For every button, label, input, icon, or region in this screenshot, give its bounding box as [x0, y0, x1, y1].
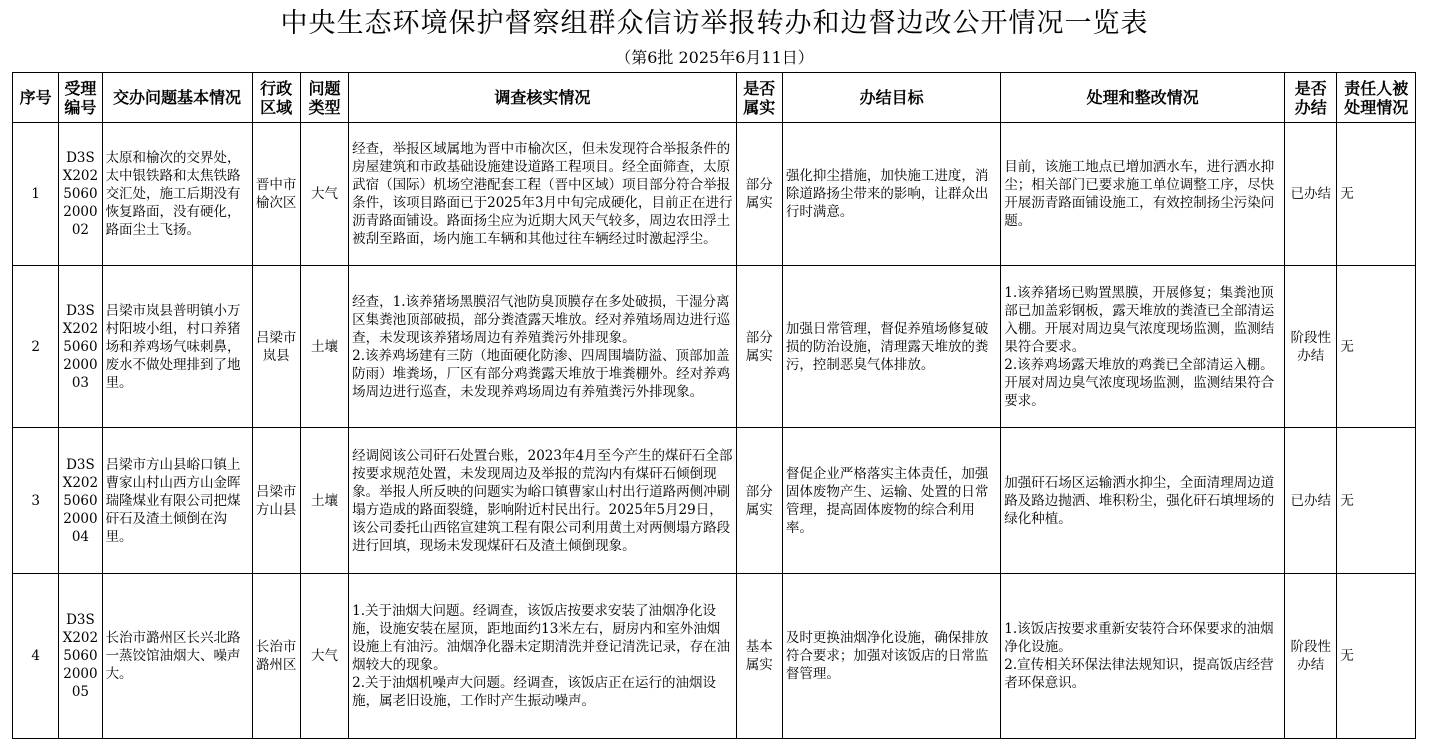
cell-seq: 1: [13, 123, 59, 266]
cell-seq: 4: [13, 574, 59, 739]
header-accountability: 责任人被处理情况: [1337, 73, 1416, 123]
cell-investigation: 1.关于油烟大问题。经调查，该饭店按要求安装了油烟净化设施，设施安装在屋顶，距地面约13米左右，厨房内和室外油烟设施上有油污。油烟净化器未定期清洗并登记清洗记录，存在油烟较大的现象。 2.关于油烟机噪声大问题。经调查，该饭店正在运行的油烟设施，属老旧设施，工作时产生振动噪声。: [349, 574, 736, 739]
cell-verified: 部分属实: [736, 123, 782, 266]
cell-seq: 2: [13, 266, 59, 428]
cell-type: 大气: [300, 123, 348, 266]
cell-rectification: 1.该饭店按要求重新安装符合环保要求的油烟净化设施。 2.宣传相关环保法律法规知识，提高饭店经营者环保意识。: [1001, 574, 1285, 739]
page-subtitle: （第6批 2025年6月11日）: [615, 48, 814, 67]
cell-accountability: 无: [1337, 428, 1416, 574]
header-verified: 是否属实: [736, 73, 782, 123]
cell-id: D3SX2025060200004: [59, 428, 102, 574]
cell-investigation: 经查，举报区域属地为晋中市榆次区，但未发现符合举报条件的房屋建筑和市政基础设施建设道路工程项目。经全面筛查，太原武宿（国际）机场空港配套工程（晋中区域）项目部分符合举报条件，该项目路面已于2025年3月中旬完成硬化，目前正在进行沥青路面铺设。路面扬尘应为近期大风天气较多，周边农田浮土被刮至路面，场内施工车辆和其他过往车辆经过时激起浮尘。: [349, 123, 736, 266]
cell-region: 长治市潞州区: [252, 574, 300, 739]
cell-goal: 强化抑尘措施，加快施工进度，消除道路扬尘带来的影响，让群众出行时满意。: [782, 123, 1000, 266]
cell-closed: 已办结: [1285, 123, 1337, 266]
cell-accountability: 无: [1337, 123, 1416, 266]
cell-rectification: 目前，该施工地点已增加洒水车，进行洒水抑尘；相关部门已要求施工单位调整工序，尽快开展沥青路面铺设施工，有效控制扬尘污染问题。: [1001, 123, 1285, 266]
cell-region: 吕梁市方山县: [252, 428, 300, 574]
cell-accountability: 无: [1337, 266, 1416, 428]
cell-verified: 基本属实: [736, 574, 782, 739]
table-row: [13, 574, 1416, 739]
cell-verified: 部分属实: [736, 428, 782, 574]
cell-investigation: 经调阅该公司矸石处置台账，2023年4月至今产生的煤矸石全部按要求规范处置，未发现周边及举报的荒沟内有煤矸石倾倒现象。举报人所反映的问题实为峪口镇曹家山村出行道路两侧冲刷塌方造成的路面裂缝，影响附近村民出行。2025年5月29日，该公司委托山西铭宣建筑工程有限公司利用黄土对两侧塌方路段进行回填，现场未发现煤矸石及渣土倾倒现象。: [349, 428, 736, 574]
table-row: [13, 123, 1416, 266]
cell-investigation: 经查，1.该养猪场黑膜沼气池防臭顶膜存在多处破损，干湿分离区集粪池顶部破损，部分粪渣露天堆放。经对养殖场周边进行巡查，未发现该养猪场周边有养殖粪污外排现象。 2.该养鸡场建有三防（地面硬化防渗、四周围墙防溢、顶部加盖防雨）堆粪场，厂区有部分鸡粪露天堆放于堆粪棚外。经对养鸡场周边进行巡查，未发现养鸡场周边有养殖粪污外排现象。: [349, 266, 736, 428]
cell-problem: 长治市潞州区长兴北路一蒸饺馆油烟大、噪声大。: [102, 574, 252, 739]
header-region: 行政区域: [252, 73, 300, 123]
table-header-row: [13, 73, 1416, 123]
header-problem: 交办问题基本情况: [102, 73, 252, 123]
table-row: [13, 428, 1416, 574]
cell-goal: 督促企业严格落实主体责任，加强固体废物产生、运输、处置的日常管理，提高固体废物的综合利用率。: [782, 428, 1000, 574]
cell-id: D3SX2025060200002: [59, 123, 102, 266]
cell-id: D3SX2025060200005: [59, 574, 102, 739]
cell-rectification: 加强矸石场区运输洒水抑尘，全面清理周边道路及路边抛洒、堆积粉尘，强化矸石填埋场的绿化种植。: [1001, 428, 1285, 574]
cell-closed: 阶段性办结: [1285, 266, 1337, 428]
cell-closed: 阶段性办结: [1285, 574, 1337, 739]
cell-goal: 及时更换油烟净化设施，确保排放符合要求；加强对该饭店的日常监督管理。: [782, 574, 1000, 739]
cell-rectification: 1.该养猪场已购置黑膜，开展修复；集粪池顶部已加盖彩钢板，露天堆放的粪渣已全部清运入棚。开展对周边臭气浓度现场监测，监测结果符合要求。 2.该养鸡场露天堆放的鸡粪已全部清运入棚。开展对周边臭气浓度现场监测，监测结果符合要求。: [1001, 266, 1285, 428]
header-id: 受理编号: [59, 73, 102, 123]
cell-type: 土壤: [300, 428, 348, 574]
petition-table: [12, 72, 1416, 739]
cell-type: 大气: [300, 574, 348, 739]
cell-problem: 吕梁市方山县峪口镇上曹家山村山西方山金晖瑞隆煤业有限公司把煤矸石及渣土倾倒在沟里。: [102, 428, 252, 574]
cell-region: 晋中市榆次区: [252, 123, 300, 266]
header-rectification: 处理和整改情况: [1001, 73, 1285, 123]
header-seq: 序号: [13, 73, 59, 123]
cell-type: 土壤: [300, 266, 348, 428]
cell-closed: 已办结: [1285, 428, 1337, 574]
cell-seq: 3: [13, 428, 59, 574]
header-goal: 办结目标: [782, 73, 1000, 123]
cell-accountability: 无: [1337, 574, 1416, 739]
table-row: [13, 266, 1416, 428]
cell-id: D3SX2025060200003: [59, 266, 102, 428]
cell-goal: 加强日常管理，督促养殖场修复破损的防治设施，清理露天堆放的粪污，控制恶臭气体排放。: [782, 266, 1000, 428]
header-closed: 是否办结: [1285, 73, 1337, 123]
header-type: 问题类型: [300, 73, 348, 123]
cell-verified: 部分属实: [736, 266, 782, 428]
header-investigation: 调查核实情况: [349, 73, 736, 123]
page-title: 中央生态环境保护督察组群众信访举报转办和边督边改公开情况一览表: [280, 8, 1149, 39]
cell-problem: 吕梁市岚县普明镇小万村阳坡小组，村口养猪场和养鸡场气味刺鼻，废水不做处理排到了地里。: [102, 266, 252, 428]
cell-problem: 太原和榆次的交界处，太中银铁路和太焦铁路交汇处，施工后期没有恢复路面，没有硬化，路面尘土飞扬。: [102, 123, 252, 266]
cell-region: 吕梁市岚县: [252, 266, 300, 428]
